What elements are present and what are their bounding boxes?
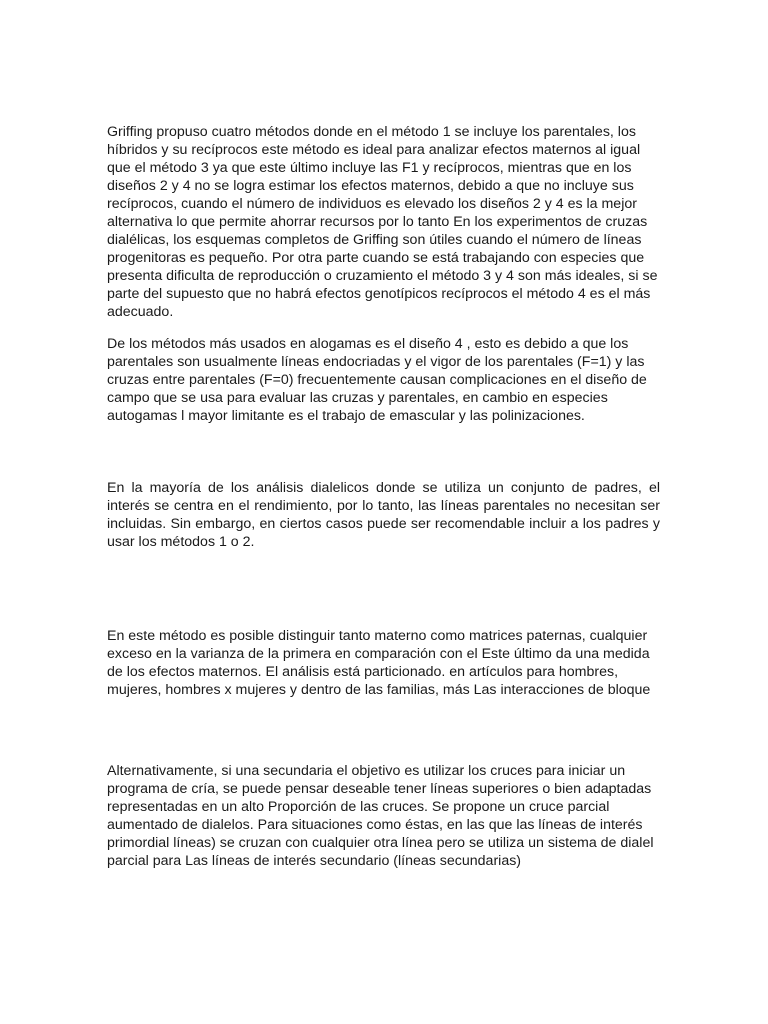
paragraph-alogamas-design: De los métodos más usados en alogamas es el diseño 4 , esto es debido a que los parentales son usualmente líneas endocriadas y el vigor de los parentales (F=1) y las cruzas entre parentales (F=0) frecuentemente causan complicaciones en el diseño de campo que se usa para evaluar las cruzas y parentales, en cambio en especies autogamas l mayor limitante es el trabajo de emascular y las polinizaciones.: [107, 336, 647, 424]
paragraph-maternal-effects: En este método es posible distinguir tanto materno como matrices paternas, cualquier exceso en la varianza de la primera en comparación con el Este último da una medida de los efectos maternos. El análisis está particionado. en artículos para hombres, mujeres, hombres x mujeres y dentro de las familias, más Las interacciones de bloque: [107, 628, 651, 698]
paragraph-griffing-methods: Griffing propuso cuatro métodos donde en el método 1 se incluye los parentales, los híbridos y su recíprocos este método es ideal para analizar efectos maternos al igual que el método 3 ya que este último incluye las F1 y recíprocos, mientras que en los diseños 2 y 4 no se logra estimar los efectos maternos, debido a que no incluye sus recíprocos, cuando el número de individuos es elevado los diseños 2 y 4 es la mejor alternativa lo que permite ahorrar recursos por lo tanto En los experimentos de cruzas dialélicas, los esquemas completos de Griffing son útiles cuando el número de líneas progenitoras es pequeño. Por otra parte cuando se está trabajando con especies que presenta dificulta de reproducción o cruzamiento el método 3 y 4 son más ideales, si se parte del supuesto que no habrá efectos genotípicos recíprocos el método 4 es el más adecuado.: [107, 124, 658, 320]
paragraph-dialelic-analysis: En la mayoría de los análisis dialelicos donde se utiliza un conjunto de padres, el interés se centra en el rendimiento, por lo tanto, las líneas parentales no necesitan ser incluidas. Sin embargo, en ciertos casos puede ser recomendable incluir a los padres y usar los métodos 1 o 2.: [107, 480, 660, 550]
paragraph-partial-diallel: Alternativamente, si una secundaria el objetivo es utilizar los cruces para iniciar un programa de cría, se puede pensar deseable tener líneas superiores o bien adaptadas representadas en un alto Proporción de las cruces. Se propone un cruce parcial aumentado de dialelos. Para situaciones como éstas, en las que las líneas de interés primordial líneas) se cruzan con cualquier otra línea pero se utiliza un sistema de dialel parcial para Las líneas de interés secundario (líneas secundarias): [107, 763, 654, 869]
